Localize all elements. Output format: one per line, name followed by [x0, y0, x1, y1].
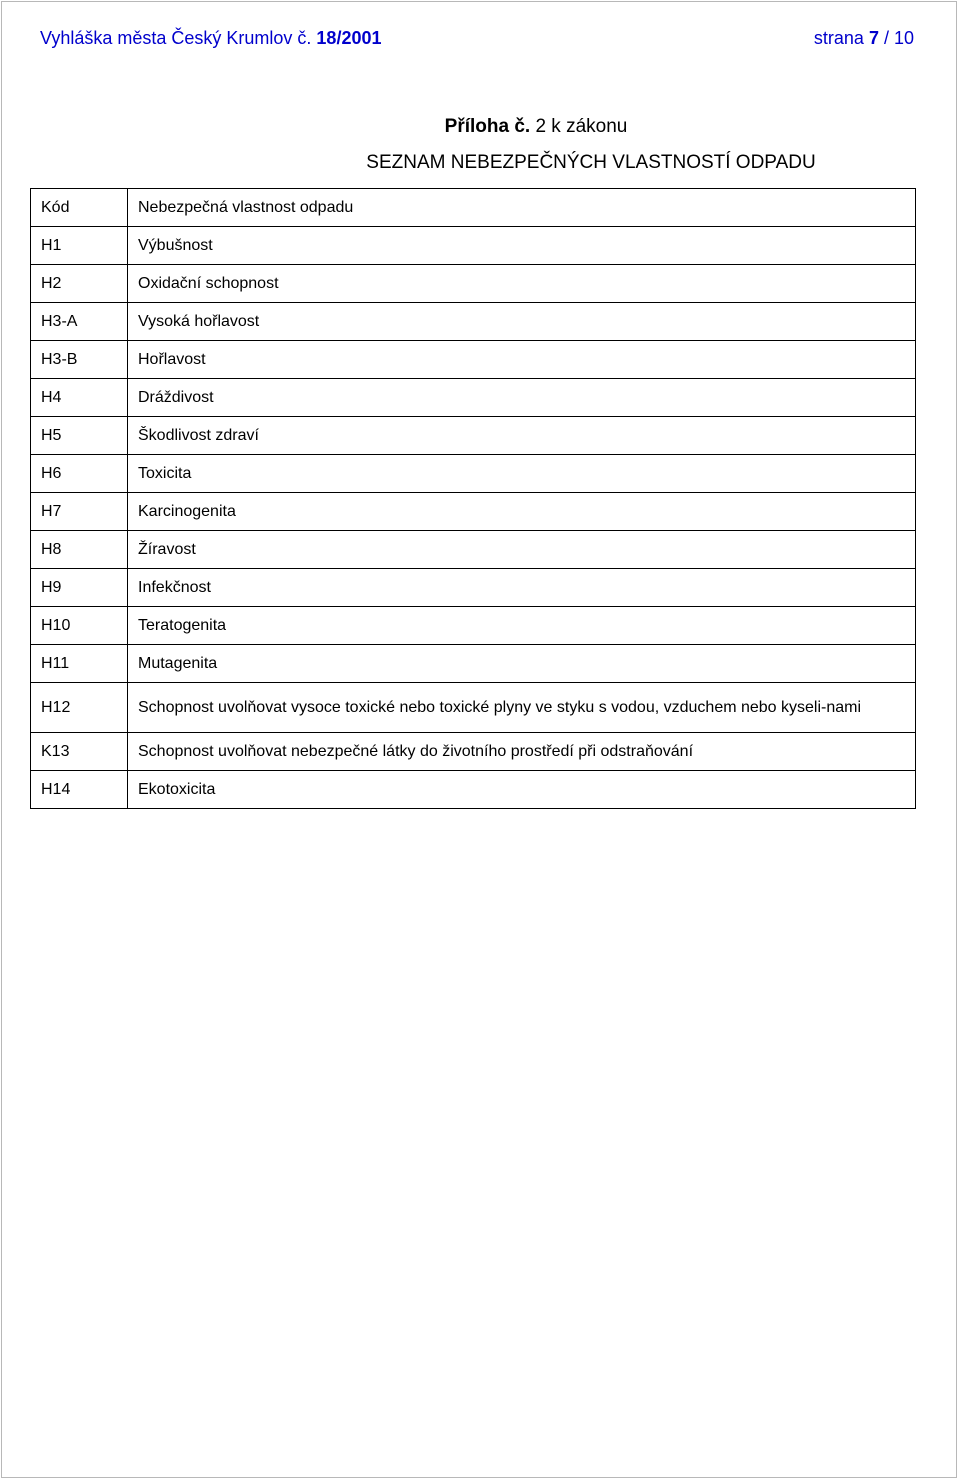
- row-property: Hořlavost: [128, 341, 916, 379]
- table-row: [31, 265, 916, 303]
- table-row: [31, 341, 916, 379]
- row-property: Oxidační schopnost: [128, 265, 916, 303]
- table-row: [31, 379, 916, 417]
- table-row: [31, 607, 916, 645]
- row-code: H3-A: [31, 303, 128, 341]
- table-row: [31, 733, 916, 771]
- table-row: [31, 227, 916, 265]
- row-code: H7: [31, 493, 128, 531]
- header-property: Nebezpečná vlastnost odpadu: [128, 189, 916, 227]
- row-code: H1: [31, 227, 128, 265]
- table-row: [31, 645, 916, 683]
- row-code: H14: [31, 771, 128, 809]
- list-title: SEZNAM NEBEZPEČNÝCH VLASTNOSTÍ ODPADU: [366, 152, 816, 173]
- table-header-row: [31, 189, 916, 227]
- row-property: Výbušnost: [128, 227, 916, 265]
- table-row: [31, 569, 916, 607]
- table-row: [31, 493, 916, 531]
- appendix-title: Příloha č. 2 k zákonu: [444, 116, 628, 137]
- row-code: H9: [31, 569, 128, 607]
- row-property: Ekotoxicita: [128, 771, 916, 809]
- row-property: Dráždivost: [128, 379, 916, 417]
- row-code: K13: [31, 733, 128, 771]
- row-property: Teratogenita: [128, 607, 916, 645]
- page-number: strana 7 / 10: [813, 27, 914, 48]
- row-property: Schopnost uvolňovat vysoce toxické nebo toxické plyny ve styku s vodou, vzduchem nebo kyseli-nami: [128, 683, 916, 733]
- row-code: H11: [31, 645, 128, 683]
- row-code: H2: [31, 265, 128, 303]
- hazard-properties-table: [30, 188, 916, 809]
- row-code: H3-B: [31, 341, 128, 379]
- table-row: [31, 683, 916, 733]
- row-property: Žíravost: [128, 531, 916, 569]
- table-row: [31, 455, 916, 493]
- row-code: H5: [31, 417, 128, 455]
- table-row: [31, 417, 916, 455]
- running-header: [40, 26, 914, 50]
- document-reference: Vyhláška města Český Krumlov č. 18/2001: [40, 27, 382, 48]
- row-property: Škodlivost zdraví: [128, 417, 916, 455]
- row-code: H6: [31, 455, 128, 493]
- header-code: Kód: [31, 189, 128, 227]
- row-property: Vysoká hořlavost: [128, 303, 916, 341]
- row-property: Schopnost uvolňovat nebezpečné látky do životního prostředí při odstraňování: [128, 733, 916, 771]
- row-code: H10: [31, 607, 128, 645]
- row-code: H8: [31, 531, 128, 569]
- table-row: [31, 303, 916, 341]
- row-property: Karcinogenita: [128, 493, 916, 531]
- row-code: H4: [31, 379, 128, 417]
- table-row: [31, 531, 916, 569]
- row-property: Toxicita: [128, 455, 916, 493]
- table-row: [31, 771, 916, 809]
- row-code: H12: [31, 683, 128, 733]
- row-property: Mutagenita: [128, 645, 916, 683]
- row-property: Infekčnost: [128, 569, 916, 607]
